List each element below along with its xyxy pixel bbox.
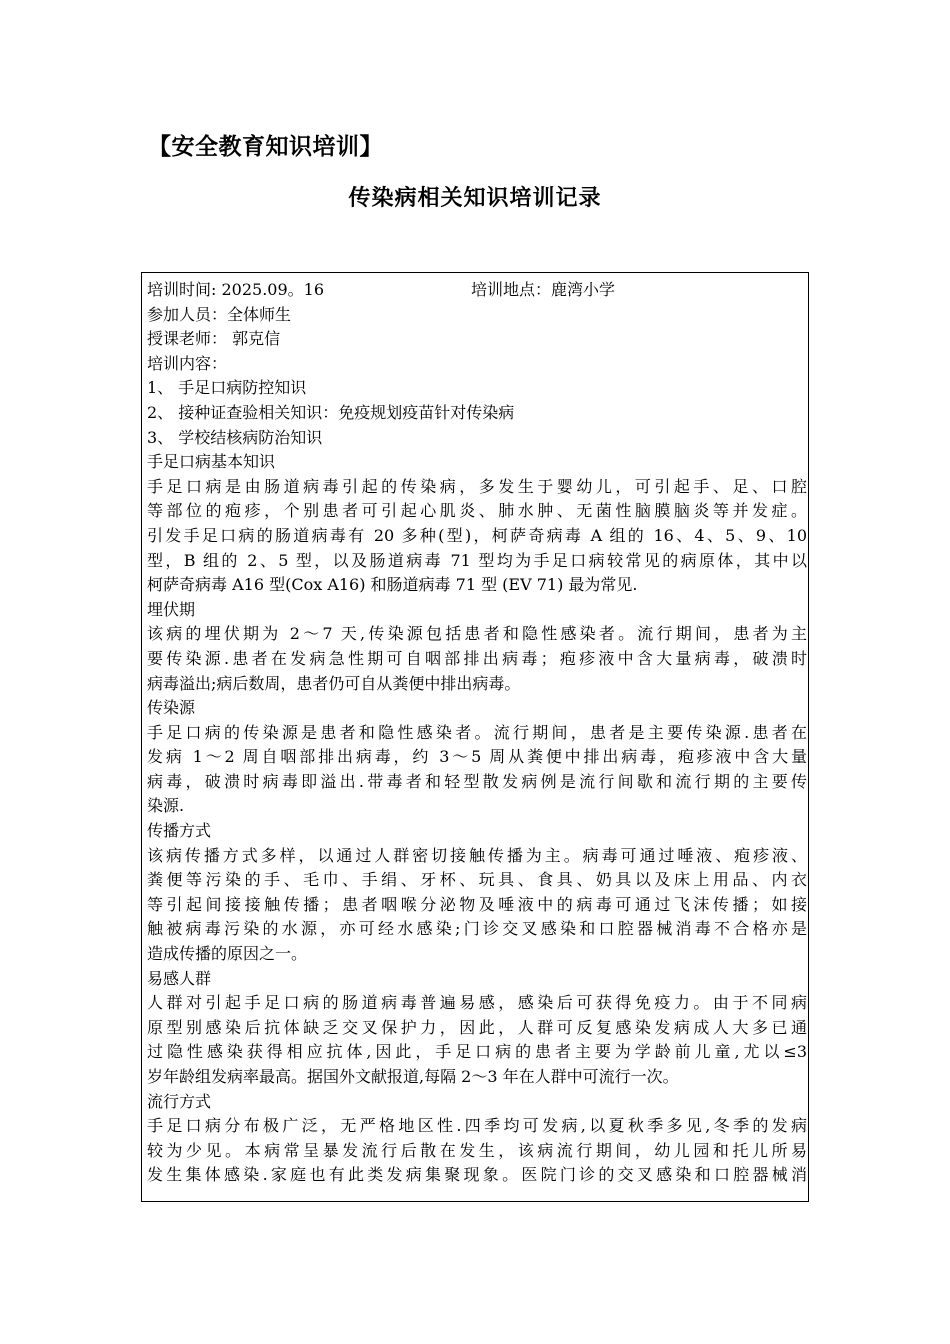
content-line: 手足口病分布极广泛，无严格地区性.四季均可发病,以夏秋季多见,冬季的发病 xyxy=(147,1116,807,1136)
content-line: 传染源 xyxy=(147,698,196,718)
content-line: 较为少见。本病常呈暴发流行后散在发生，该病流行期间，幼儿园和托儿所易 xyxy=(147,1140,807,1160)
teacher: 授课老师： 郭克信 xyxy=(147,329,281,349)
content-line: 引发手足口病的肠道病毒有 20 多种(型)，柯萨奇病毒 A 组的 16、4、5、9、10 xyxy=(147,525,807,545)
content-line: 流行方式 xyxy=(147,1091,212,1111)
header-label: 【安全教育知识培训】 xyxy=(148,134,383,160)
content-line: 人群对引起手足口病的肠道病毒普遍易感，感染后可获得免疫力。由于不同病 xyxy=(147,993,807,1013)
content-line: 2、 接种证查验相关知识：免疫规划疫苗针对传染病 xyxy=(147,402,515,422)
content-line: 要传染源.患者在发病急性期可自咽部排出病毒；疱疹液中含大量病毒，破溃时 xyxy=(147,648,807,668)
content-line: 病毒溢出;病后数周，患者仍可自从粪便中排出病毒。 xyxy=(147,673,521,693)
content-line: 染源. xyxy=(147,796,185,816)
training-record-box xyxy=(141,272,809,1202)
meta-row-time-location xyxy=(147,278,809,303)
content-line: 该病传播方式多样，以通过人群密切接触传播为主。病毒可通过唾液、疱疹液、 xyxy=(147,845,807,865)
content-line: 过隐性感染获得相应抗体,因此，手足口病的患者主要为学龄前儿童,尤以≤3 xyxy=(147,1042,807,1062)
content-line: 手足口病基本知识 xyxy=(147,452,276,472)
content-line: 发生集体感染.家庭也有此类发病集聚现象。医院门诊的交叉感染和口腔器械消 xyxy=(147,1165,807,1185)
content-line: 手足口病的传染源是患者和隐性感染者。流行期间，患者是主要传染源.患者在 xyxy=(147,722,807,742)
content-line: 1、 手足口病防控知识 xyxy=(147,378,307,398)
content-label: 培训内容： xyxy=(147,353,228,373)
content-line: 型，B 组的 2、5 型，以及肠道病毒 71 型均为手足口病较常见的病原体，其中以 xyxy=(147,550,807,570)
content-line: 易感人群 xyxy=(147,968,212,988)
content-line: 等部位的疱疹，个别患者可引起心肌炎、肺水肿、无菌性脑膜脑炎等并发症。 xyxy=(147,501,807,521)
content-line: 造成传播的原因之一。 xyxy=(147,944,308,964)
content-line: 岁年龄组发病率最高。据国外文献报道,每隔 2～3 年在人群中可流行一次。 xyxy=(147,1067,679,1086)
document-title: 传染病相关知识培训记录 xyxy=(348,186,602,211)
content-line: 原型别感染后抗体缺乏交叉保护力，因此，人群可反复感染发病成人大多已通 xyxy=(147,1017,807,1037)
training-location: 培训地点：鹿湾小学 xyxy=(471,280,616,299)
training-time: 培训时间: 2025.09。16 xyxy=(147,280,325,299)
content-line: 3、 学校结核病防治知识 xyxy=(147,427,323,447)
content-line: 粪便等污染的手、毛巾、手绢、牙杯、玩具、食具、奶具以及床上用品、内衣 xyxy=(147,870,807,890)
content-line: 发病 1～2 周自咽部排出病毒，约 3～5 周从粪便中排出病毒，疱疹液中含大量 xyxy=(147,747,807,767)
content-line: 病毒，破溃时病毒即溢出.带毒者和轻型散发病例是流行间歇和流行期的主要传 xyxy=(147,771,807,791)
content-line: 该病的埋伏期为 2～7 天,传染源包括患者和隐性感染者。流行期间，患者为主 xyxy=(147,624,807,644)
participants: 参加人员：全体师生 xyxy=(147,304,292,324)
content-line: 等引起间接接触传播；患者咽喉分泌物及唾液中的病毒可通过飞沫传播；如接 xyxy=(147,894,807,914)
content-line: 触被病毒污染的水源，亦可经水感染;门诊交叉感染和口腔器械消毒不合格亦是 xyxy=(147,919,807,939)
content-line: 传播方式 xyxy=(147,821,212,841)
record-content xyxy=(147,278,809,1188)
content-line: 柯萨奇病毒 A16 型(Cox A16) 和肠道病毒 71 型 (EV 71) 最为常见. xyxy=(147,575,638,595)
content-line: 埋伏期 xyxy=(147,599,196,619)
content-line: 手足口病是由肠道病毒引起的传染病，多发生于婴幼儿，可引起手、足、口腔 xyxy=(147,476,807,496)
